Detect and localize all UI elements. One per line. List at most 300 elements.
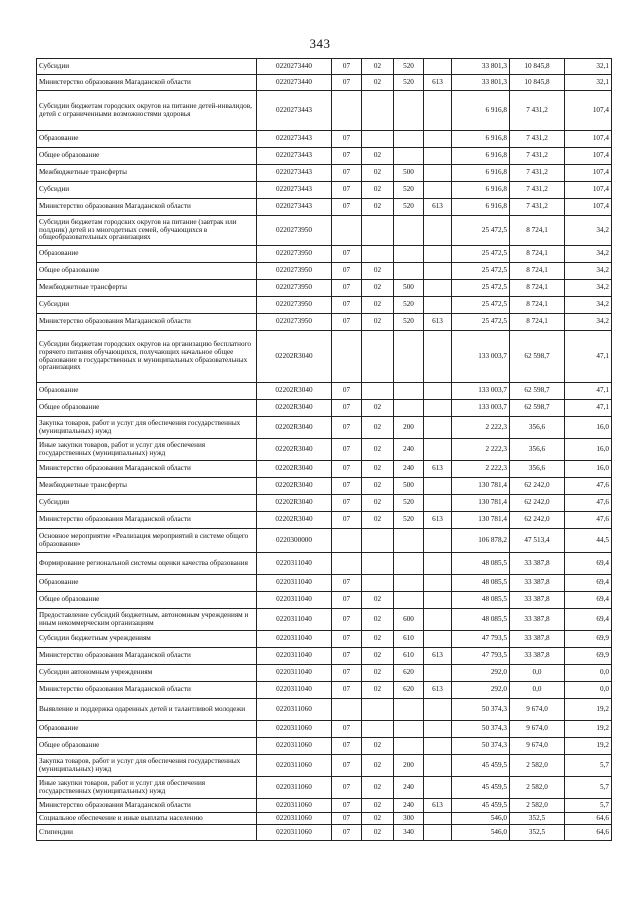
section-cell: 07 <box>332 199 362 216</box>
administrator-cell <box>424 553 452 575</box>
table-row <box>37 631 612 648</box>
percent-cell: 34,2 <box>565 280 612 297</box>
subsection-cell: 02 <box>362 512 394 529</box>
percent-cell: 47,1 <box>565 383 612 400</box>
item-name-cell: Образование <box>37 131 257 148</box>
expense-type-cell: 500 <box>394 280 424 297</box>
table-row <box>37 182 612 199</box>
executed-amount-cell: 7 431,2 <box>510 148 565 165</box>
target-article-cell: 0220311040 <box>257 609 332 631</box>
percent-cell: 5,7 <box>565 799 612 813</box>
expense-type-cell <box>394 263 424 280</box>
target-article-cell: 0220311060 <box>257 777 332 799</box>
subsection-cell: 02 <box>362 755 394 777</box>
item-name-cell: Общее образование <box>37 738 257 755</box>
administrator-cell <box>424 665 452 682</box>
section-cell <box>332 91 362 131</box>
item-name-cell: Субсидии бюджетным учреждениям <box>37 631 257 648</box>
section-cell: 07 <box>332 182 362 199</box>
section-cell: 07 <box>332 738 362 755</box>
item-name-cell: Субсидии бюджетам городских округов на питание детей-инвалидов, детей с ограниченными возможностями здоровья <box>37 91 257 131</box>
section-cell: 07 <box>332 721 362 738</box>
item-name-cell: Министерство образования Магаданской области <box>37 314 257 331</box>
executed-amount-cell: 62 242,0 <box>510 478 565 495</box>
expense-type-cell: 600 <box>394 609 424 631</box>
executed-amount-cell: 352,5 <box>510 825 565 841</box>
item-name-cell: Субсидии <box>37 59 257 75</box>
subsection-cell: 02 <box>362 148 394 165</box>
section-cell: 07 <box>332 825 362 841</box>
subsection-cell <box>362 699 394 721</box>
target-article-cell: 0220273950 <box>257 297 332 314</box>
subsection-cell <box>362 721 394 738</box>
expense-type-cell <box>394 553 424 575</box>
planned-amount-cell: 33 801,3 <box>452 59 510 75</box>
percent-cell: 107,4 <box>565 182 612 199</box>
section-cell: 07 <box>332 609 362 631</box>
expense-type-cell: 520 <box>394 59 424 75</box>
planned-amount-cell: 33 801,3 <box>452 75 510 91</box>
section-cell <box>332 529 362 553</box>
table-row <box>37 400 612 417</box>
section-cell: 07 <box>332 755 362 777</box>
planned-amount-cell: 2 222,3 <box>452 439 510 461</box>
section-cell: 07 <box>332 777 362 799</box>
target-article-cell: 0220311060 <box>257 699 332 721</box>
section-cell: 07 <box>332 400 362 417</box>
planned-amount-cell: 48 085,5 <box>452 575 510 592</box>
item-name-cell: Субсидии <box>37 297 257 314</box>
table-row <box>37 75 612 91</box>
planned-amount-cell: 6 916,8 <box>452 91 510 131</box>
section-cell: 07 <box>332 512 362 529</box>
executed-amount-cell: 9 674,0 <box>510 699 565 721</box>
section-cell: 07 <box>332 314 362 331</box>
subsection-cell: 02 <box>362 461 394 478</box>
item-name-cell: Иные закупки товаров, работ и услуг для обеспечения государственных (муниципальных) нужд <box>37 777 257 799</box>
subsection-cell <box>362 131 394 148</box>
administrator-cell <box>424 825 452 841</box>
item-name-cell: Министерство образования Магаданской области <box>37 512 257 529</box>
planned-amount-cell: 48 085,5 <box>452 592 510 609</box>
expense-type-cell <box>394 216 424 246</box>
executed-amount-cell: 8 724,1 <box>510 314 565 331</box>
executed-amount-cell: 33 387,8 <box>510 609 565 631</box>
expense-type-cell: 610 <box>394 631 424 648</box>
administrator-cell: 613 <box>424 512 452 529</box>
planned-amount-cell: 546,0 <box>452 813 510 825</box>
administrator-cell <box>424 592 452 609</box>
planned-amount-cell: 546,0 <box>452 825 510 841</box>
section-cell: 07 <box>332 280 362 297</box>
target-article-cell: 0220311060 <box>257 825 332 841</box>
item-name-cell: Общее образование <box>37 400 257 417</box>
executed-amount-cell: 7 431,2 <box>510 131 565 148</box>
table-row <box>37 529 612 553</box>
subsection-cell <box>362 91 394 131</box>
target-article-cell: 0220311060 <box>257 721 332 738</box>
expense-type-cell: 520 <box>394 314 424 331</box>
item-name-cell: Министерство образования Магаданской области <box>37 461 257 478</box>
percent-cell: 69,4 <box>565 575 612 592</box>
section-cell: 07 <box>332 417 362 439</box>
expense-type-cell <box>394 131 424 148</box>
item-name-cell: Субсидии бюджетам городских округов на организацию бесплатного горячего питания обучающихся, получающих начальное общее образование в государственных и муниципальных образовательных организациях <box>37 331 257 383</box>
percent-cell: 44,5 <box>565 529 612 553</box>
subsection-cell: 02 <box>362 799 394 813</box>
item-name-cell: Министерство образования Магаданской области <box>37 799 257 813</box>
executed-amount-cell: 352,5 <box>510 813 565 825</box>
target-article-cell: 0220273440 <box>257 75 332 91</box>
executed-amount-cell: 33 387,8 <box>510 592 565 609</box>
section-cell: 07 <box>332 263 362 280</box>
planned-amount-cell: 6 916,8 <box>452 131 510 148</box>
planned-amount-cell: 6 916,8 <box>452 199 510 216</box>
subsection-cell <box>362 383 394 400</box>
table-row <box>37 148 612 165</box>
executed-amount-cell: 8 724,1 <box>510 216 565 246</box>
section-cell: 07 <box>332 813 362 825</box>
item-name-cell: Закупка товаров, работ и услуг для обеспечения государственных (муниципальных) нужд <box>37 755 257 777</box>
subsection-cell: 02 <box>362 665 394 682</box>
table-row <box>37 495 612 512</box>
target-article-cell: 02202R3040 <box>257 417 332 439</box>
table-row <box>37 799 612 813</box>
percent-cell: 47,6 <box>565 478 612 495</box>
target-article-cell: 02202R3040 <box>257 383 332 400</box>
percent-cell: 16,0 <box>565 439 612 461</box>
subsection-cell: 02 <box>362 314 394 331</box>
administrator-cell <box>424 495 452 512</box>
administrator-cell: 613 <box>424 75 452 91</box>
executed-amount-cell: 9 674,0 <box>510 738 565 755</box>
table-row <box>37 314 612 331</box>
executed-amount-cell: 8 724,1 <box>510 246 565 263</box>
administrator-cell <box>424 182 452 199</box>
administrator-cell <box>424 216 452 246</box>
percent-cell: 47,6 <box>565 512 612 529</box>
target-article-cell: 0220311040 <box>257 665 332 682</box>
target-article-cell: 0220273950 <box>257 263 332 280</box>
planned-amount-cell: 25 472,5 <box>452 280 510 297</box>
administrator-cell: 613 <box>424 648 452 665</box>
percent-cell: 16,0 <box>565 461 612 478</box>
percent-cell: 0,0 <box>565 665 612 682</box>
target-article-cell: 0220273443 <box>257 182 332 199</box>
executed-amount-cell: 10 845,8 <box>510 59 565 75</box>
subsection-cell: 02 <box>362 439 394 461</box>
percent-cell: 69,9 <box>565 648 612 665</box>
expense-type-cell: 240 <box>394 439 424 461</box>
table-row <box>37 478 612 495</box>
section-cell: 07 <box>332 131 362 148</box>
administrator-cell <box>424 478 452 495</box>
item-name-cell: Предоставление субсидий бюджетным, автономным учреждениям и иным некоммерческим организациям <box>37 609 257 631</box>
administrator-cell <box>424 529 452 553</box>
target-article-cell: 0220311060 <box>257 738 332 755</box>
administrator-cell <box>424 59 452 75</box>
section-cell: 07 <box>332 383 362 400</box>
item-name-cell: Образование <box>37 383 257 400</box>
administrator-cell <box>424 148 452 165</box>
executed-amount-cell: 33 387,8 <box>510 575 565 592</box>
administrator-cell <box>424 439 452 461</box>
percent-cell: 69,4 <box>565 609 612 631</box>
executed-amount-cell: 33 387,8 <box>510 648 565 665</box>
planned-amount-cell: 50 374,3 <box>452 699 510 721</box>
executed-amount-cell: 2 582,0 <box>510 755 565 777</box>
table-row <box>37 91 612 131</box>
planned-amount-cell: 106 878,2 <box>452 529 510 553</box>
item-name-cell: Иные закупки товаров, работ и услуг для обеспечения государственных (муниципальных) нужд <box>37 439 257 461</box>
planned-amount-cell: 45 459,5 <box>452 755 510 777</box>
percent-cell: 34,2 <box>565 314 612 331</box>
target-article-cell: 0220311040 <box>257 682 332 699</box>
planned-amount-cell: 133 003,7 <box>452 400 510 417</box>
subsection-cell: 02 <box>362 182 394 199</box>
target-article-cell: 02202R3040 <box>257 439 332 461</box>
subsection-cell <box>362 553 394 575</box>
section-cell: 07 <box>332 648 362 665</box>
subsection-cell: 02 <box>362 495 394 512</box>
table-row <box>37 383 612 400</box>
executed-amount-cell: 0,0 <box>510 665 565 682</box>
administrator-cell <box>424 777 452 799</box>
percent-cell: 34,2 <box>565 297 612 314</box>
item-name-cell: Субсидии <box>37 182 257 199</box>
planned-amount-cell: 133 003,7 <box>452 331 510 383</box>
table-row <box>37 721 612 738</box>
section-cell <box>332 216 362 246</box>
percent-cell: 34,2 <box>565 216 612 246</box>
target-article-cell: 0220311040 <box>257 575 332 592</box>
section-cell: 07 <box>332 246 362 263</box>
administrator-cell <box>424 165 452 182</box>
expense-type-cell: 300 <box>394 813 424 825</box>
item-name-cell: Субсидии автономным учреждениям <box>37 665 257 682</box>
executed-amount-cell: 8 724,1 <box>510 297 565 314</box>
target-article-cell: 02202R3040 <box>257 331 332 383</box>
item-name-cell: Формирование региональной системы оценки качества образования <box>37 553 257 575</box>
table-row <box>37 417 612 439</box>
percent-cell: 19,2 <box>565 738 612 755</box>
executed-amount-cell: 47 513,4 <box>510 529 565 553</box>
table-row <box>37 682 612 699</box>
subsection-cell: 02 <box>362 478 394 495</box>
item-name-cell: Министерство образования Магаданской области <box>37 199 257 216</box>
percent-cell: 0,0 <box>565 682 612 699</box>
item-name-cell: Министерство образования Магаданской области <box>37 648 257 665</box>
table-row <box>37 216 612 246</box>
item-name-cell: Субсидии бюджетам городских округов на питание (завтрак или полдник) детей из многодетных семей, обучающихся в общеобразовательных организациях <box>37 216 257 246</box>
table-row <box>37 575 612 592</box>
section-cell <box>332 553 362 575</box>
executed-amount-cell: 8 724,1 <box>510 280 565 297</box>
administrator-cell <box>424 755 452 777</box>
planned-amount-cell: 25 472,5 <box>452 216 510 246</box>
target-article-cell: 0220273443 <box>257 165 332 182</box>
target-article-cell: 0220273443 <box>257 131 332 148</box>
percent-cell: 107,4 <box>565 91 612 131</box>
table-row <box>37 592 612 609</box>
subsection-cell: 02 <box>362 825 394 841</box>
planned-amount-cell: 133 003,7 <box>452 383 510 400</box>
subsection-cell: 02 <box>362 297 394 314</box>
item-name-cell: Образование <box>37 721 257 738</box>
item-name-cell: Общее образование <box>37 263 257 280</box>
subsection-cell: 02 <box>362 777 394 799</box>
item-name-cell: Закупка товаров, работ и услуг для обеспечения государственных (муниципальных) нужд <box>37 417 257 439</box>
section-cell <box>332 331 362 383</box>
subsection-cell <box>362 529 394 553</box>
table-row <box>37 59 612 75</box>
administrator-cell <box>424 331 452 383</box>
expense-type-cell: 340 <box>394 825 424 841</box>
section-cell: 07 <box>332 495 362 512</box>
subsection-cell <box>362 331 394 383</box>
planned-amount-cell: 45 459,5 <box>452 799 510 813</box>
target-article-cell: 0220273440 <box>257 59 332 75</box>
planned-amount-cell: 25 472,5 <box>452 297 510 314</box>
planned-amount-cell: 2 222,3 <box>452 417 510 439</box>
table-row <box>37 331 612 383</box>
percent-cell: 47,1 <box>565 400 612 417</box>
target-article-cell: 0220273443 <box>257 199 332 216</box>
percent-cell: 47,1 <box>565 331 612 383</box>
item-name-cell: Межбюджетные трансферты <box>37 280 257 297</box>
subsection-cell: 02 <box>362 813 394 825</box>
expense-type-cell <box>394 592 424 609</box>
percent-cell: 5,7 <box>565 755 612 777</box>
section-cell: 07 <box>332 478 362 495</box>
executed-amount-cell: 2 582,0 <box>510 777 565 799</box>
item-name-cell: Субсидии <box>37 495 257 512</box>
administrator-cell <box>424 280 452 297</box>
item-name-cell: Стипендии <box>37 825 257 841</box>
planned-amount-cell: 48 085,5 <box>452 553 510 575</box>
administrator-cell <box>424 609 452 631</box>
administrator-cell <box>424 575 452 592</box>
administrator-cell: 613 <box>424 314 452 331</box>
administrator-cell <box>424 131 452 148</box>
section-cell: 07 <box>332 461 362 478</box>
section-cell: 07 <box>332 665 362 682</box>
subsection-cell: 02 <box>362 417 394 439</box>
administrator-cell <box>424 383 452 400</box>
subsection-cell: 02 <box>362 75 394 91</box>
percent-cell: 64,6 <box>565 825 612 841</box>
subsection-cell: 02 <box>362 631 394 648</box>
executed-amount-cell: 33 387,8 <box>510 553 565 575</box>
executed-amount-cell: 0,0 <box>510 682 565 699</box>
expense-type-cell <box>394 699 424 721</box>
subsection-cell: 02 <box>362 199 394 216</box>
table-row <box>37 648 612 665</box>
expense-type-cell <box>394 575 424 592</box>
executed-amount-cell: 2 582,0 <box>510 799 565 813</box>
expense-type-cell <box>394 529 424 553</box>
executed-amount-cell: 7 431,2 <box>510 165 565 182</box>
expense-type-cell: 610 <box>394 648 424 665</box>
percent-cell: 19,2 <box>565 699 612 721</box>
planned-amount-cell: 47 793,5 <box>452 648 510 665</box>
expense-type-cell <box>394 400 424 417</box>
item-name-cell: Выявление и поддержка одаренных детей и талантливой молодежи <box>37 699 257 721</box>
expense-type-cell: 500 <box>394 478 424 495</box>
target-article-cell: 0220273443 <box>257 148 332 165</box>
administrator-cell: 613 <box>424 682 452 699</box>
expense-type-cell: 520 <box>394 75 424 91</box>
expense-type-cell <box>394 91 424 131</box>
planned-amount-cell: 25 472,5 <box>452 263 510 280</box>
expense-type-cell <box>394 148 424 165</box>
planned-amount-cell: 48 085,5 <box>452 609 510 631</box>
percent-cell: 69,4 <box>565 592 612 609</box>
subsection-cell <box>362 575 394 592</box>
expense-type-cell: 520 <box>394 495 424 512</box>
section-cell: 07 <box>332 75 362 91</box>
section-cell <box>332 699 362 721</box>
section-cell: 07 <box>332 631 362 648</box>
percent-cell: 47,6 <box>565 495 612 512</box>
executed-amount-cell: 62 242,0 <box>510 495 565 512</box>
target-article-cell: 02202R3040 <box>257 495 332 512</box>
budget-table-body <box>37 59 612 841</box>
administrator-cell <box>424 699 452 721</box>
expense-type-cell <box>394 383 424 400</box>
percent-cell: 5,7 <box>565 777 612 799</box>
section-cell: 07 <box>332 148 362 165</box>
target-article-cell: 02202R3040 <box>257 461 332 478</box>
expense-type-cell <box>394 246 424 263</box>
item-name-cell: Общее образование <box>37 148 257 165</box>
percent-cell: 32,1 <box>565 59 612 75</box>
expense-type-cell: 520 <box>394 199 424 216</box>
subsection-cell: 02 <box>362 648 394 665</box>
executed-amount-cell: 8 724,1 <box>510 263 565 280</box>
subsection-cell <box>362 216 394 246</box>
table-row <box>37 699 612 721</box>
subsection-cell: 02 <box>362 592 394 609</box>
percent-cell: 19,2 <box>565 721 612 738</box>
table-row <box>37 461 612 478</box>
table-row <box>37 297 612 314</box>
table-row <box>37 738 612 755</box>
administrator-cell <box>424 813 452 825</box>
percent-cell: 64,6 <box>565 813 612 825</box>
administrator-cell <box>424 297 452 314</box>
administrator-cell: 613 <box>424 199 452 216</box>
percent-cell: 69,4 <box>565 553 612 575</box>
executed-amount-cell: 62 598,7 <box>510 400 565 417</box>
table-row <box>37 609 612 631</box>
section-cell: 07 <box>332 59 362 75</box>
table-row <box>37 439 612 461</box>
table-row <box>37 512 612 529</box>
item-name-cell: Образование <box>37 246 257 263</box>
planned-amount-cell: 45 459,5 <box>452 777 510 799</box>
planned-amount-cell: 292,0 <box>452 682 510 699</box>
table-row <box>37 165 612 182</box>
planned-amount-cell: 50 374,3 <box>452 721 510 738</box>
section-cell: 07 <box>332 682 362 699</box>
item-name-cell: Основное мероприятие «Реализация мероприятий в системе общего образования» <box>37 529 257 553</box>
expense-type-cell <box>394 721 424 738</box>
expense-type-cell: 240 <box>394 799 424 813</box>
administrator-cell <box>424 417 452 439</box>
item-name-cell: Общее образование <box>37 592 257 609</box>
section-cell: 07 <box>332 165 362 182</box>
